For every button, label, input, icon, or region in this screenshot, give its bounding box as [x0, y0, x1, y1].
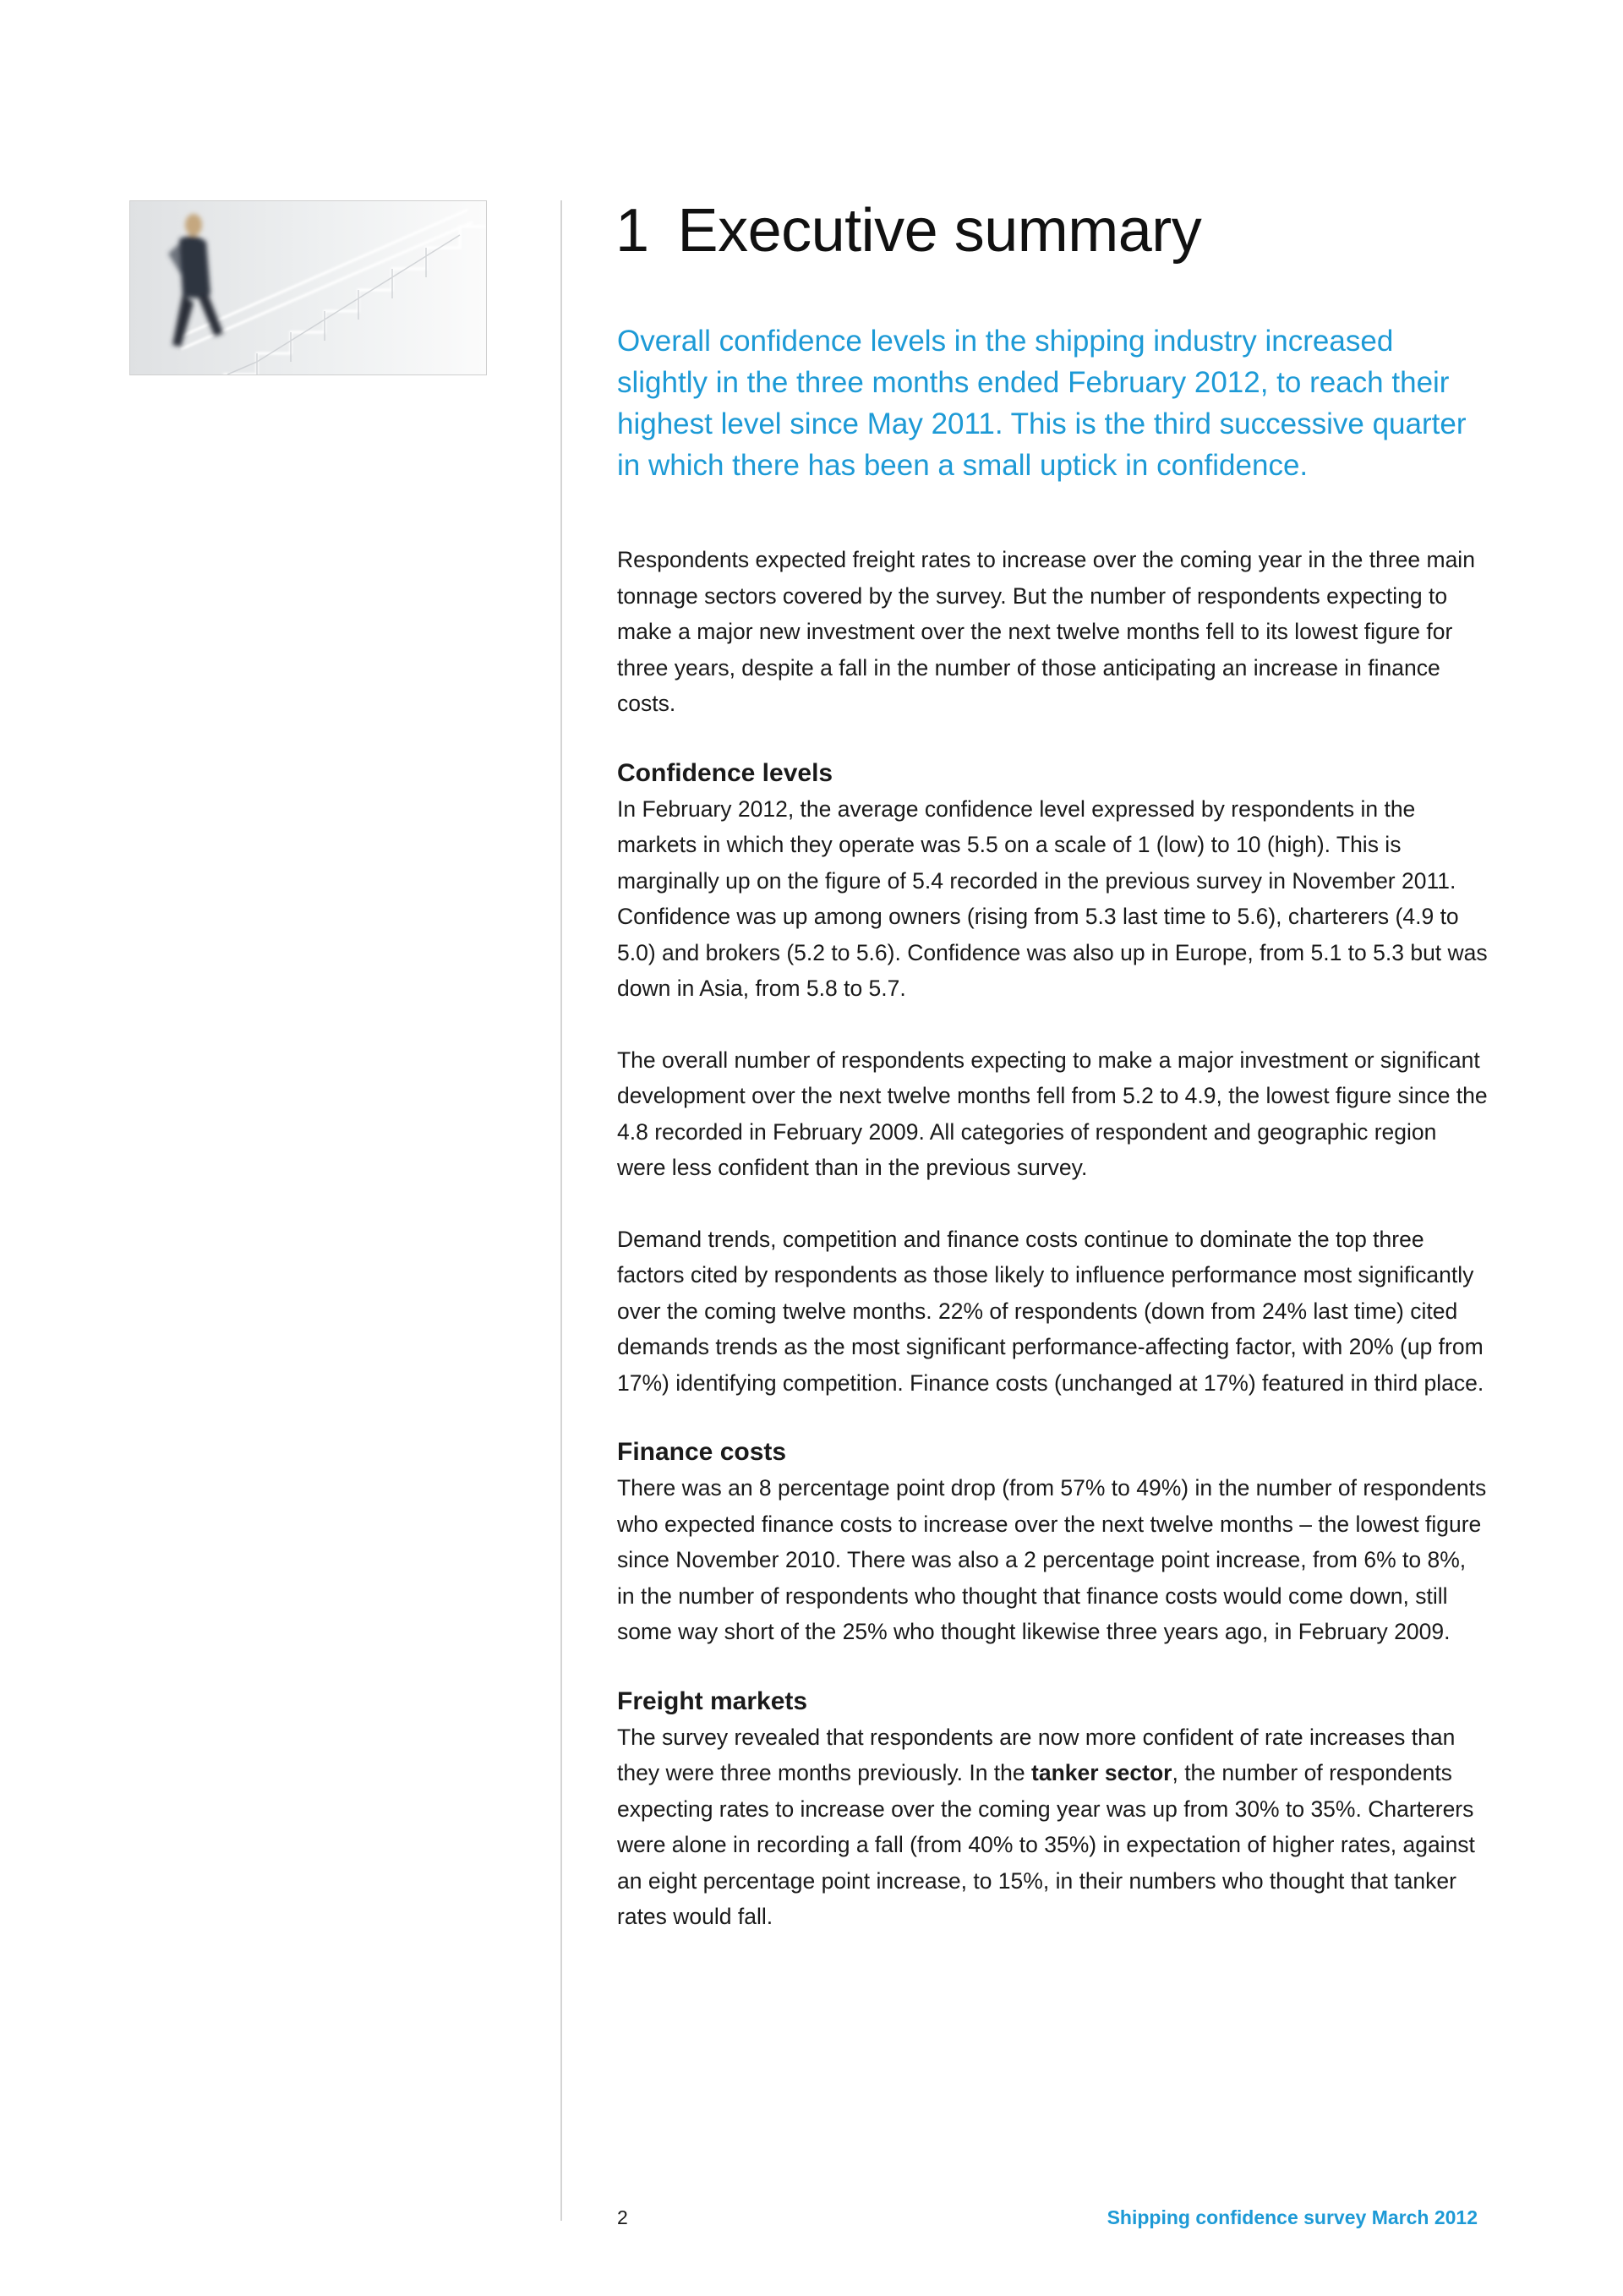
freight-paragraph [617, 1719, 1488, 1935]
freight-bold-term: tanker sector [1031, 1760, 1172, 1785]
confidence-paragraph-2: The overall number of respondents expecting to make a major investment or significant development over the next twelve months fell from 5.2 to 4.9, the lowest figure since the 4.8 recorded in February 2009. All categories of respondent and geographic region were less confident than in the previous survey. [617, 1047, 1488, 1180]
confidence-paragraph-1: In February 2012, the average confidence level expressed by respondents in the markets in which they operate was 5.5 on a scale of 1 (low) to 10 (high). This is marginally up on the figure of 5.4 recorded in the previous survey in November 2011. Confidence was up among owners (rising from 5.3 last time to 5.6), charterers (4.9 to 5.0) and brokers (5.2 to 5.6). Confidence was also up in Europe, from 5.1 to 5.3 but was down in Asia, from 5.8 to 5.7. [617, 795, 1488, 1001]
confidence-paragraph-3: Demand trends, competition and finance costs continue to dominate the top three factors cited by respondents as those likely to influence performance most significantly over the coming twelve months. 22% of respondents (down from 24% last time) cited demands trends as the most significant performance-affecting factor, with 20% (up from 17%) identifying competition. Finance costs (unchanged at 17%) featured in third place. [617, 1226, 1484, 1396]
freight-text-end: , the number of respondents expecting rates to increase over the coming year was up from 30% to 35%. Charterers were alone in recording a fall (from 40% to 35%) in expectation of higher rates, against an eight percentage point increase, to 15%, in their numbers who thought that tanker rates would fall. [617, 1760, 1475, 1929]
page-title [615, 190, 1488, 271]
finance-paragraph: There was an 8 percentage point drop (from 57% to 49%) in the number of respondents who expected finance costs to increase over the next twelve months – the lowest figure since November 2010. There was also a 2 percentage point increase, from 6% to 8%, in the number of respondents who thought that finance costs would come down, still some way short of the 25% who thought likewise three years ago, in February 2009. [617, 1475, 1487, 1644]
vertical-divider [560, 200, 562, 2221]
section-title: Executive summary [677, 197, 1202, 265]
freight-text-start: The survey revealed that respondents are now more confident of rate increases than they were three months previously. In the [617, 1724, 1456, 1785]
lead-paragraph: Overall confidence levels in the shipping industry increased slightly in the three months ended February 2012, to reach their highest level since May 2011. This is the third successive quarter in which there has been a small uptick in confidence. [617, 325, 1467, 482]
footer-document-title: Shipping confidence survey March 2012 [1107, 2206, 1478, 2228]
page-number: 2 [617, 2206, 628, 2228]
heading-confidence-levels: Confidence levels [617, 758, 833, 787]
header-photo-stairs [129, 200, 487, 375]
main-content [617, 190, 1488, 1935]
heading-freight-markets: Freight markets [617, 1686, 808, 1715]
section-number: 1 [615, 197, 649, 265]
intro-paragraph: Respondents expected freight rates to increase over the coming year in the three main tonnage sectors covered by the survey. But the number of respondents expecting to make a major new investment over the next twelve months fell to its lowest figure for three years, despite a fall in the number of those anticipating an increase in finance costs. [617, 547, 1475, 716]
heading-finance-costs: Finance costs [617, 1438, 787, 1466]
